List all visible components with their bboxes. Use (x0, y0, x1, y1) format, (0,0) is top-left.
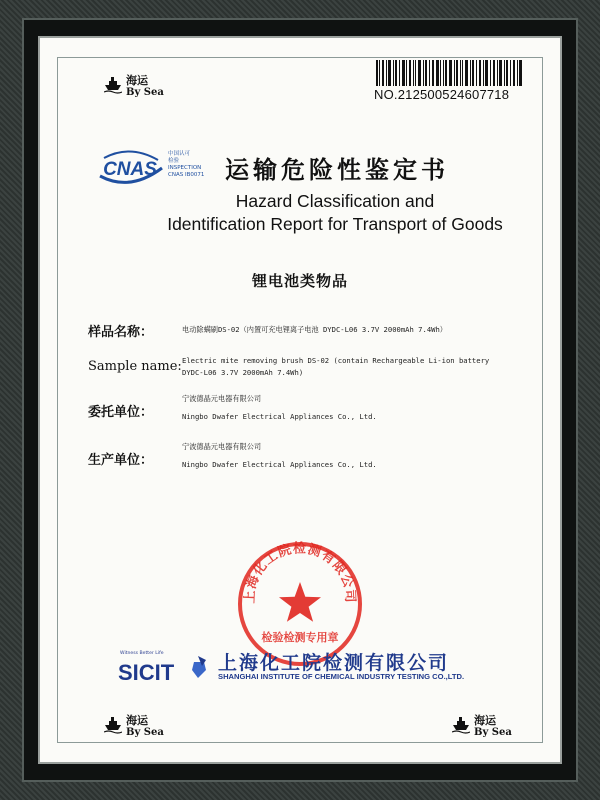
by-sea-mark-bottom-right (452, 712, 522, 752)
sicit-logo-text: SICIT (118, 660, 175, 684)
sample-name-value-en (182, 355, 522, 379)
title-en-line2: Identification Report for Transport of Goods (167, 214, 503, 234)
by-sea-mark-bottom-left (104, 712, 174, 752)
seal-inner-text: 检验检测专用章 (261, 631, 339, 644)
cnas-accreditation-text (168, 151, 220, 179)
issuer-name-cn: 上海化工院检测有限公司 (218, 652, 450, 674)
client-label: 委托单位： (88, 405, 154, 420)
by-sea-mark-top-left (104, 72, 174, 112)
cnas-line: 检验 (168, 158, 180, 164)
product-category: 锂电池类物品 (251, 272, 348, 290)
title-en-line1: Hazard Classification and (235, 191, 435, 211)
transport-mode-en: By Sea (126, 727, 164, 738)
sample-name-value-cn: 电动除螨刷DS-02（内置可充电锂离子电池 DYDC-L06 3.7V 2000mAh 7.4Wh） (182, 325, 447, 334)
cnas-logo-text: CNAS (103, 159, 157, 180)
barcode (376, 60, 522, 86)
cnas-logo (94, 146, 166, 190)
cnas-line: CNAS IB0071 (168, 172, 205, 178)
ship-icon (104, 716, 122, 734)
sample-name-label-en: Sample name: (88, 359, 182, 374)
transport-mode-cn: 海运 (126, 74, 148, 87)
issuer-name-en: SHANGHAI INSTITUTE OF CHEMICAL INDUSTRY TESTING CO.,LTD. (218, 672, 465, 681)
cnas-line: 中国认可 (168, 151, 191, 157)
transport-mode-en: By Sea (126, 87, 164, 98)
star-icon (279, 582, 321, 622)
ship-icon (452, 716, 470, 734)
client-value-en: Ningbo Dwafer Electrical Appliances Co., Ltd. (182, 412, 377, 421)
sicit-tagline: Witness Better Life (120, 651, 164, 656)
cnas-line: INSPECTION (168, 165, 202, 171)
client-value-cn: 宁波德晶元电器有限公司 (182, 394, 262, 403)
sample-name-value-en-line1: Electric mite removing brush DS-02 (contain Rechargeable Li-ion battery (182, 356, 490, 365)
transport-mode-en: By Sea (474, 727, 512, 738)
sample-name-label-cn: 样品名称： (88, 325, 154, 340)
sicit-logo (118, 652, 214, 684)
manufacturer-value-en: Ningbo Dwafer Electrical Appliances Co., Ltd. (182, 460, 377, 469)
manufacturer-label: 生产单位： (88, 453, 154, 468)
transport-mode-cn: 海运 (126, 714, 148, 727)
title-cn: 运输危险性鉴定书 (225, 156, 449, 184)
client-value (182, 393, 522, 423)
title-en (100, 190, 570, 236)
transport-mode-cn: 海运 (474, 714, 496, 727)
report-number: NO.212500524607718 (374, 87, 510, 102)
sample-name-value-en-line2: DYDC-L06 3.7V 2000mAh 7.4Wh) (182, 368, 304, 377)
seal-outer-text: 上海化工院检测有限公司 (242, 541, 358, 604)
ship-icon (104, 76, 122, 94)
manufacturer-value (182, 441, 522, 471)
barcode-block (374, 60, 524, 106)
manufacturer-value-cn: 宁波德晶元电器有限公司 (182, 442, 262, 451)
